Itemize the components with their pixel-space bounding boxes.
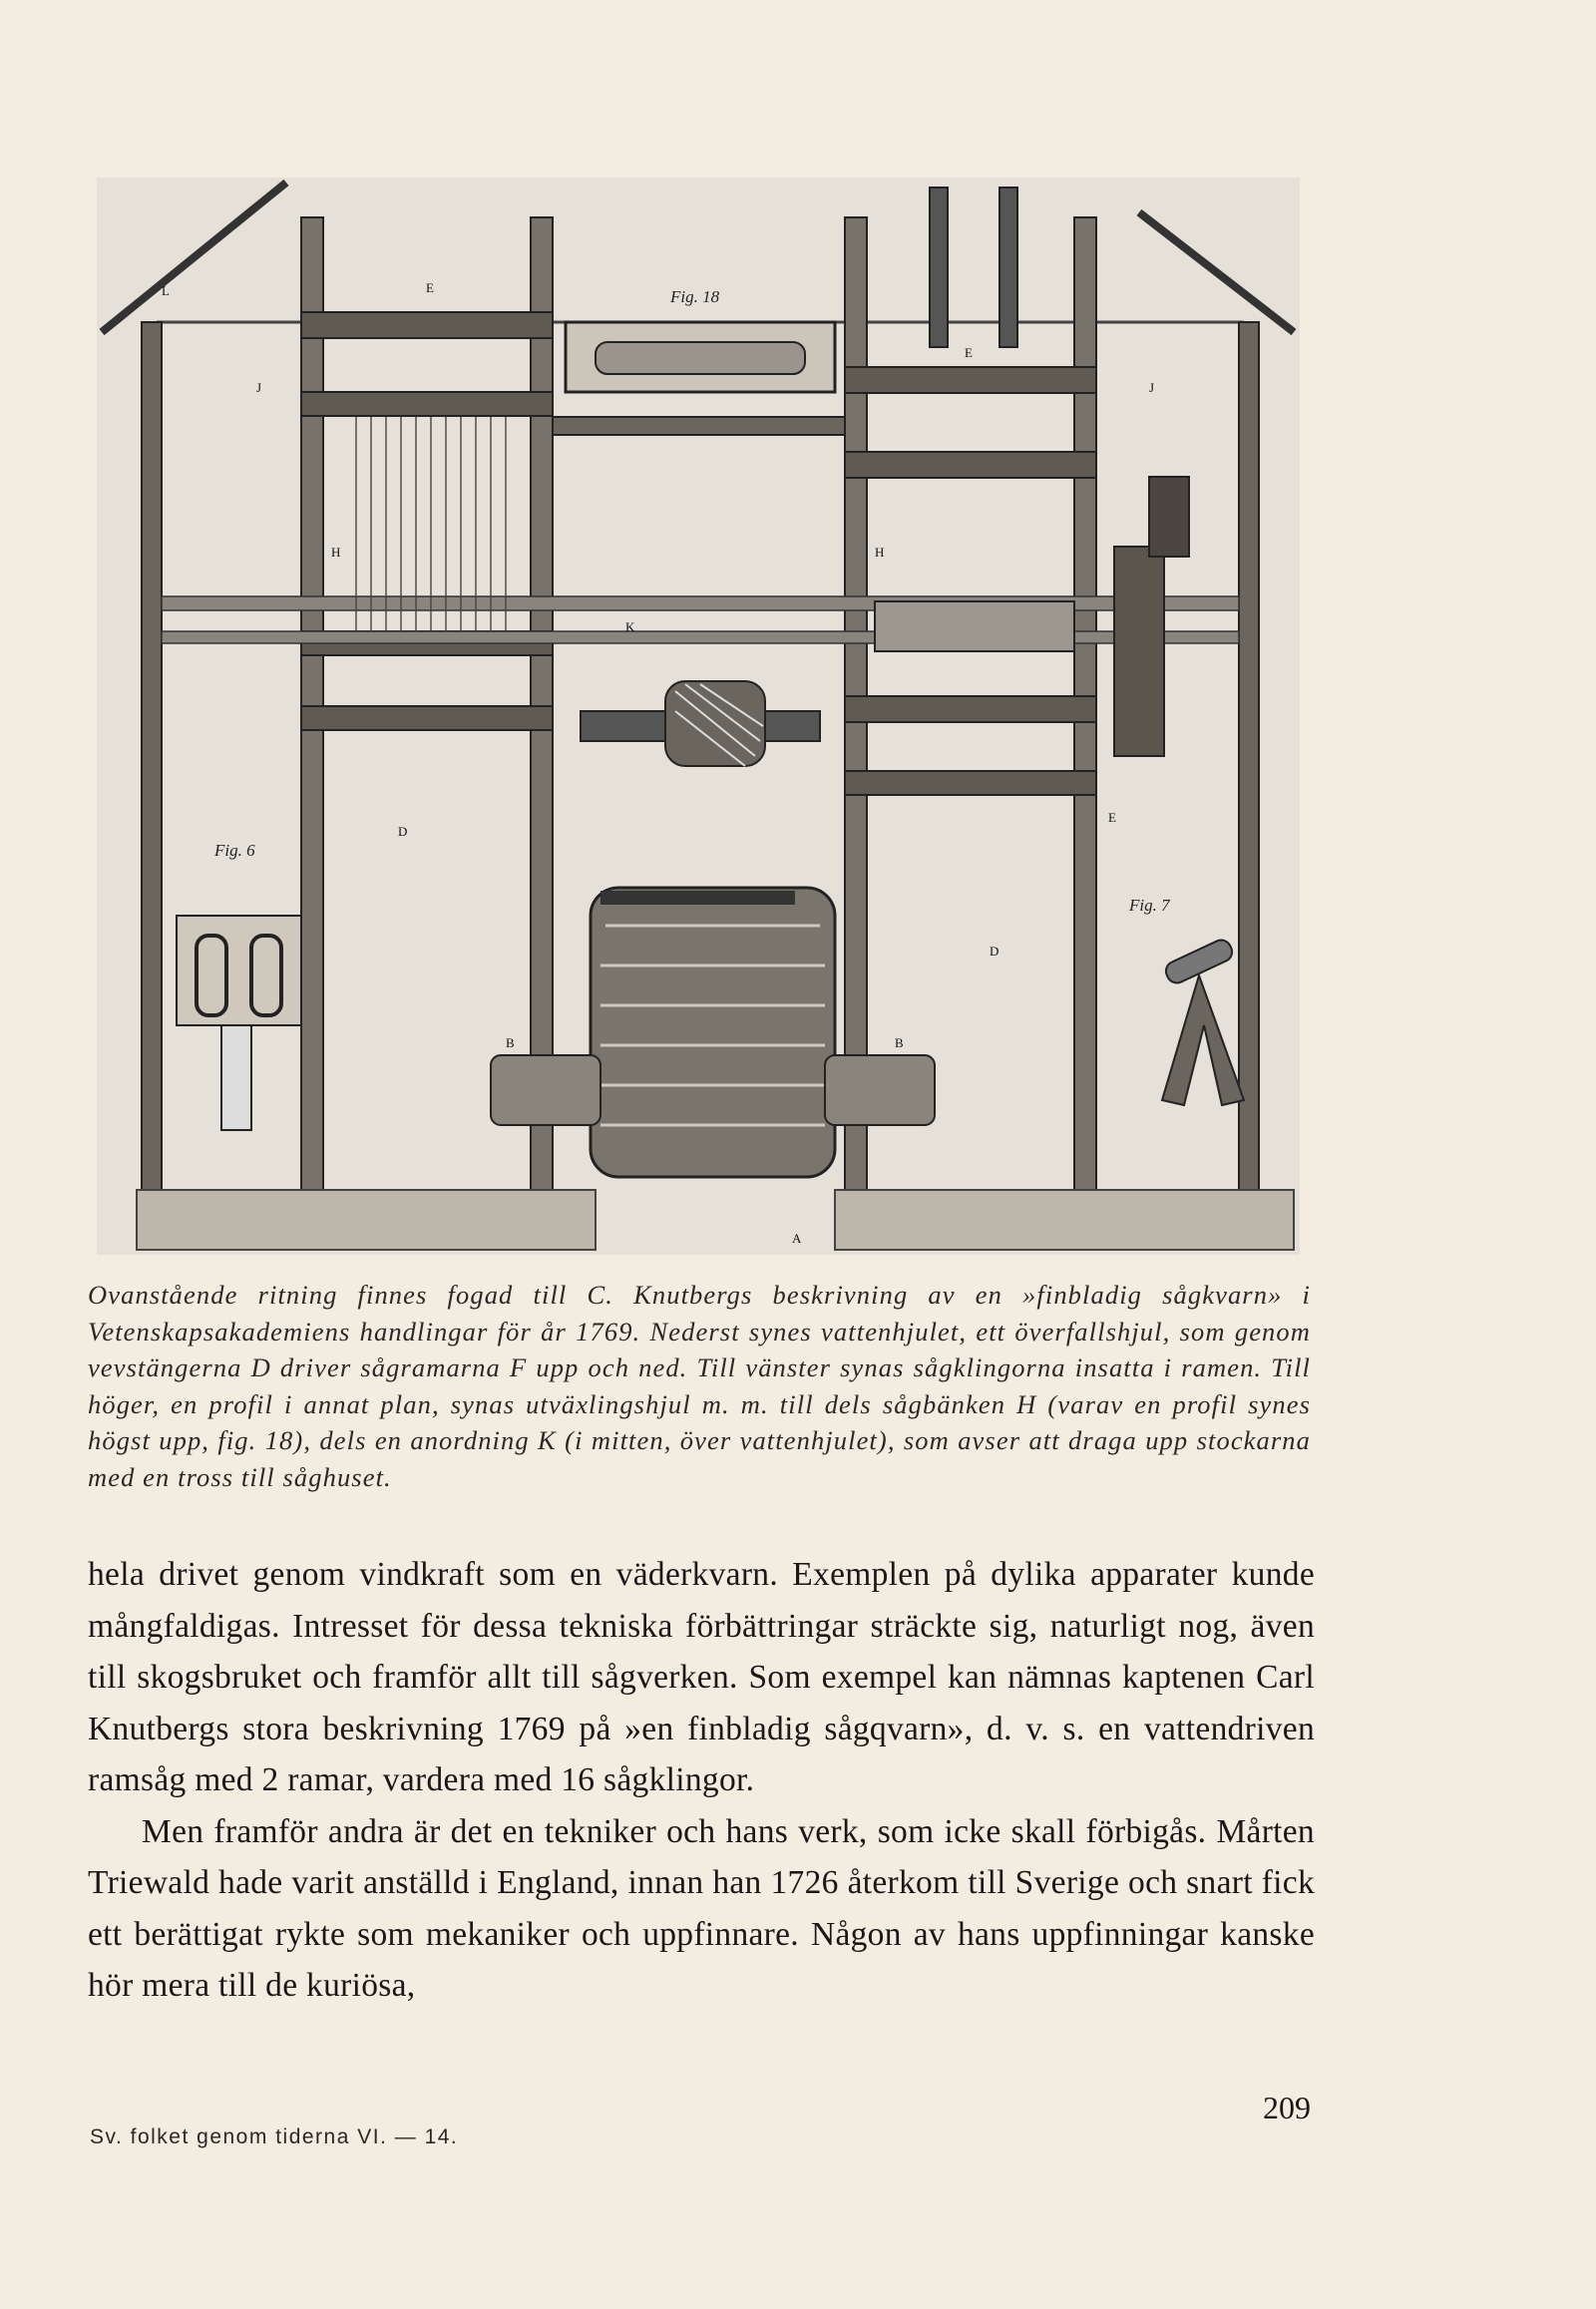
svg-text:B: B <box>895 1035 904 1050</box>
footer-signature: Sv. folket genom tiderna VI. — 14. <box>90 2125 459 2148</box>
page-number: 209 <box>1263 2090 1311 2125</box>
body-text <box>88 1549 1315 2012</box>
svg-text:A: A <box>792 1231 802 1246</box>
svg-text:J: J <box>1149 380 1155 395</box>
svg-text:B: B <box>506 1035 515 1050</box>
svg-text:E: E <box>965 345 973 360</box>
figure-caption <box>88 1277 1311 1495</box>
paragraph-1: hela drivet genom vindkraft som en väderkvarn. Exemplen på dylika apparater kunde mångfaldigas. Intresset för dessa tekniska förbättringar sträckte sig, naturligt nog, även till skogsbruket och framför allt till sågverken. Som exempel kan nämnas kaptenen Carl Knutbergs stora beskrivning 1769 på »en finbladig sågqvarn», d. v. s. en vattendriven ramsåg med 2 ramar, vardera med 16 sågklingor. <box>88 1556 1315 1798</box>
svg-text:Fig. 6: Fig. 6 <box>214 841 255 860</box>
svg-text:Fig. 7: Fig. 7 <box>1129 896 1170 915</box>
svg-text:E: E <box>1108 810 1116 825</box>
svg-text:K: K <box>625 619 635 634</box>
caption-text: Ovanstående ritning finnes fogad till C. Knutbergs beskrivning av en »finbladig sågkvarn» i Vetenskapsakademiens handlingar för år 1769. Nederst synes vattenhjulet, ett överfallshjul, som genom vevstängerna D driver sågramarna F upp och ned. Till vänster synas sågklingorna insatta i ramen. Till höger, en profil i annat plan, synas utväxlingshjul m. m. till dels sågbänken H (varav en profil synes högst upp, fig. 18), dels en anordning K (i mitten, över vattenhjulet), som avser att draga upp stockarna med en tross till såghuset. <box>88 1280 1311 1492</box>
paragraph-2: Men framför andra är det en tekniker och hans verk, som icke skall förbigås. Mårten Triewald hade varit anställd i England, innan han 1726 återkom till Sverige och snart fick ett berättigat rykte som mekaniker och uppfinnare. Någon av hans uppfinningar kanske hör mera till de kuriösa, <box>88 1812 1315 2004</box>
svg-text:D: D <box>398 824 408 839</box>
svg-text:Fig. 18: Fig. 18 <box>670 287 720 306</box>
svg-text:D: D <box>990 944 999 959</box>
svg-text:L: L <box>162 283 170 298</box>
svg-text:H: H <box>331 545 341 560</box>
svg-text:J: J <box>256 380 262 395</box>
svg-text:H: H <box>875 545 885 560</box>
svg-text:E: E <box>426 280 434 295</box>
sawmill-engraving <box>97 178 1300 1255</box>
engraving-drawing <box>97 178 1300 1255</box>
